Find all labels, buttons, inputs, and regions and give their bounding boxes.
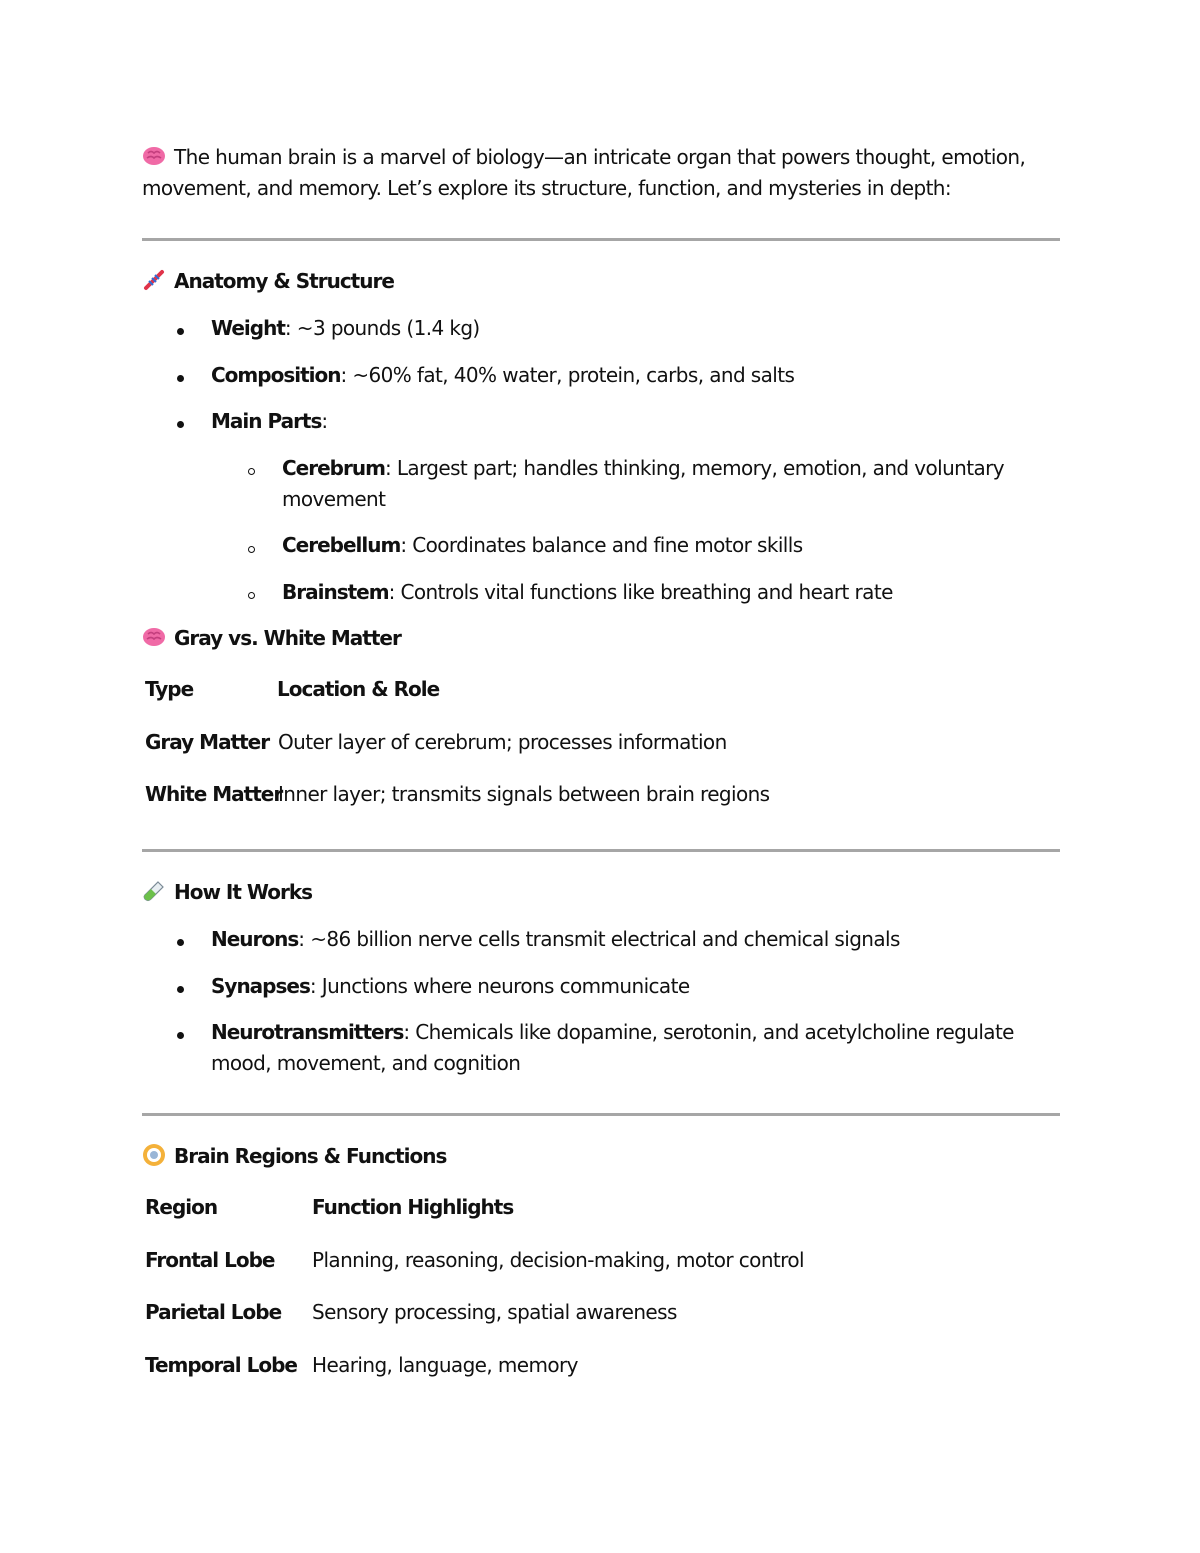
item-text: : Largest part; handles thinking, memory, emotion, and voluntary movement [282,456,1004,511]
section-heading-anatomy [142,266,394,297]
section-heading-regions [142,1141,446,1172]
item-sep: : [321,409,328,433]
section-heading-matter [142,623,401,654]
test-tube-icon [142,879,166,903]
item-label: Synapses [211,974,310,998]
item-label: Composition [211,363,341,387]
target-icon [142,1143,166,1167]
item-sep: : [340,363,347,387]
sub-bullet-marker [248,592,255,599]
item-label: Cerebrum [282,456,385,480]
section-heading-text: Anatomy & Structure [174,269,394,293]
table-header: Location & Role [277,677,440,701]
list-item [211,313,480,344]
dna-icon [142,268,166,292]
list-item [211,971,690,1002]
item-text: ~3 pounds (1.4 kg) [291,316,480,340]
item-text: : Junctions where neurons communicate [309,974,690,998]
list-item [211,360,794,391]
list-item [211,406,328,437]
divider [142,238,1060,241]
item-text: : Chemicals like dopamine, serotonin, and acetylcholine regulate mood, movement, and cognition [211,1020,1014,1075]
section-heading-text: How It Works [174,880,313,904]
table-cell: Inner layer; transmits signals between brain regions [278,782,770,806]
item-label: Cerebellum [282,533,401,557]
section-heading-text: Brain Regions & Functions [174,1144,447,1168]
divider [142,849,1060,852]
table-cell: White Matter [145,782,283,806]
intro-paragraph [142,142,1052,204]
divider [142,1113,1060,1116]
item-label: Neurons [211,927,299,951]
sub-list-item [282,530,803,561]
table-cell: Planning, reasoning, decision-making, motor control [312,1248,804,1272]
list-item [211,924,900,955]
table-header: Type [145,677,194,701]
list-item [211,1017,1031,1079]
bullet-marker [177,375,184,382]
table-cell: Temporal Lobe [145,1353,297,1377]
table-cell: Gray Matter [145,730,270,754]
table-cell: Parietal Lobe [145,1300,282,1324]
item-label: Brainstem [282,580,389,604]
bullet-marker [177,939,184,946]
item-text: : ~86 billion nerve cells transmit electrical and chemical signals [298,927,900,951]
table-cell: Outer layer of cerebrum; processes information [278,730,727,754]
item-text: ~60% fat, 40% water, protein, carbs, and salts [346,363,795,387]
brain-icon [142,144,166,168]
bullet-marker [177,328,184,335]
table-header: Function Highlights [312,1195,514,1219]
table-header: Region [145,1195,218,1219]
table-cell: Hearing, language, memory [312,1353,578,1377]
bullet-marker [177,1032,184,1039]
section-heading-text: Gray vs. White Matter [174,626,401,650]
item-label: Main Parts [211,409,322,433]
table-cell: Sensory processing, spatial awareness [312,1300,677,1324]
sub-bullet-marker [248,546,255,553]
item-label: Weight [211,316,285,340]
item-text: : Coordinates balance and fine motor skills [400,533,803,557]
item-label: Neurotransmitters [211,1020,404,1044]
table-cell: Frontal Lobe [145,1248,275,1272]
item-sep: : [284,316,292,340]
bullet-marker [177,986,184,993]
sub-list-item [282,453,1022,515]
bullet-marker [177,421,184,428]
sub-list-item [282,577,893,608]
sub-bullet-marker [248,468,255,475]
intro-text: The human brain is a marvel of biology—an intricate organ that powers thought, emotion, movement, and memory. Let’s explore its structure, function, and mysteries in depth: [142,145,1026,200]
section-heading-works [142,877,312,908]
item-text: : Controls vital functions like breathing and heart rate [388,580,893,604]
brain-icon [142,625,166,649]
